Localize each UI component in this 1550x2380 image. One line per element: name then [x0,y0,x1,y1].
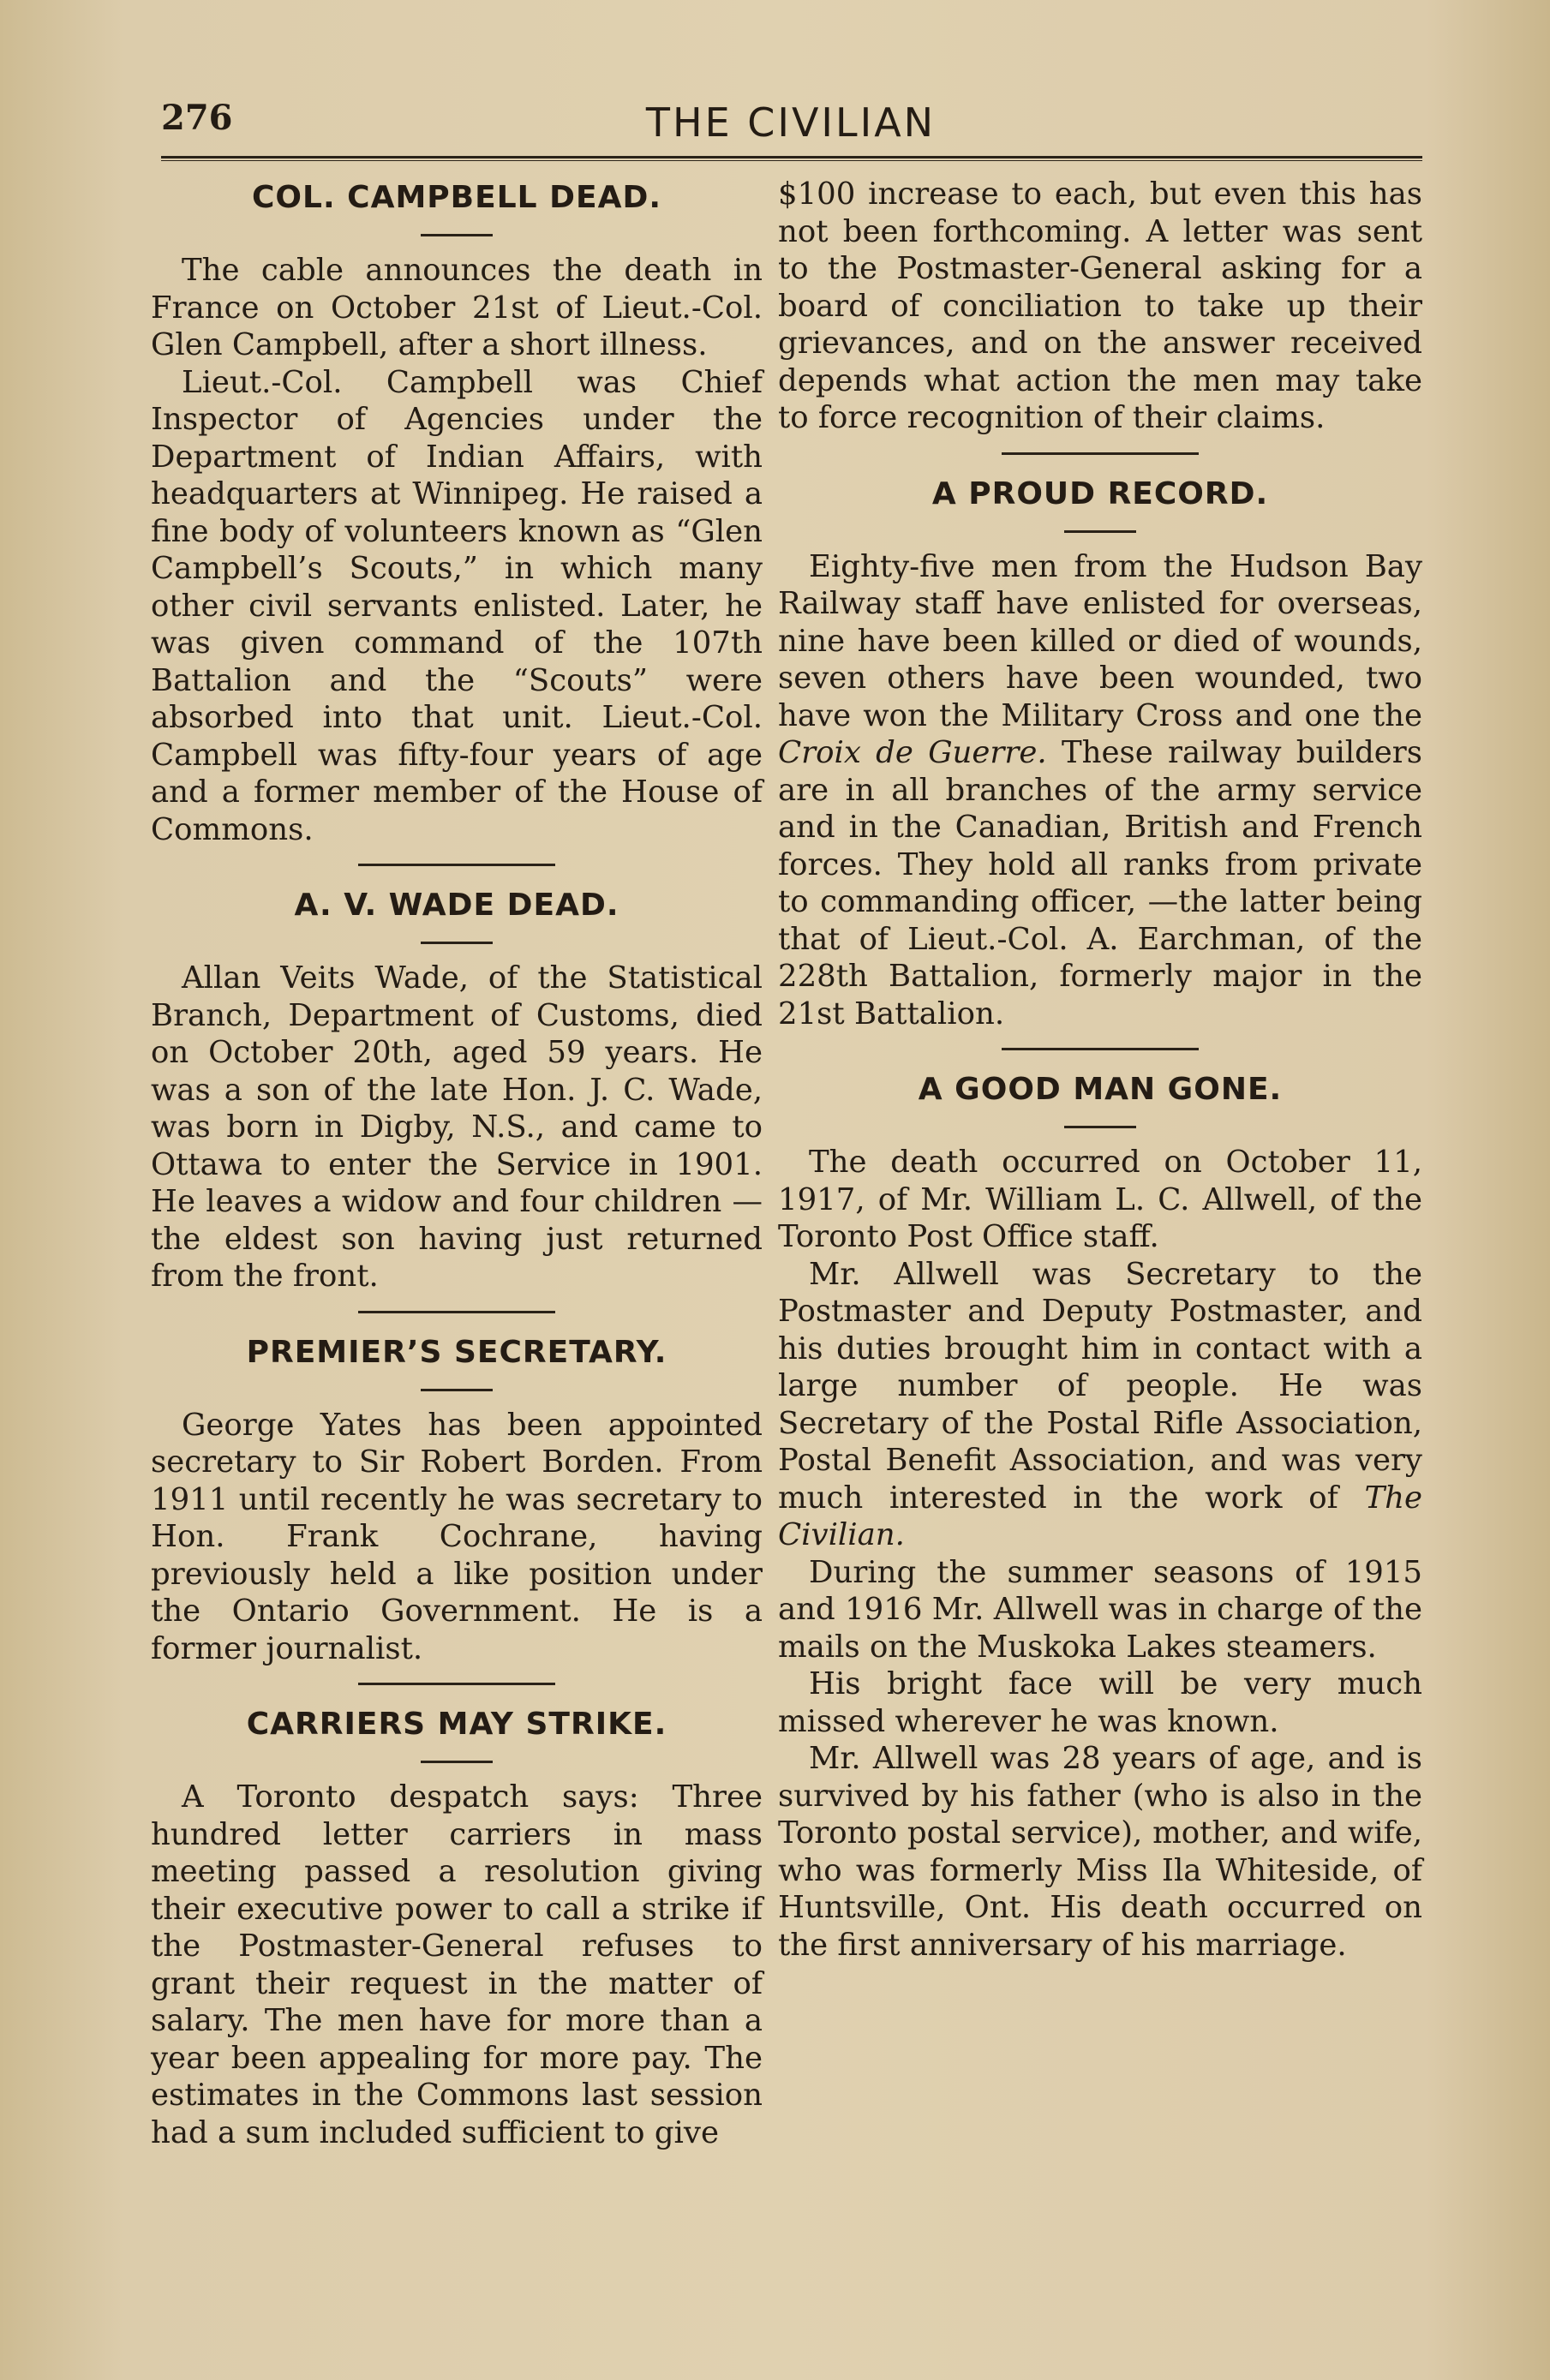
rule [421,942,493,944]
header-rule [161,156,1422,161]
headline: A GOOD MAN GONE. [918,1072,1283,1107]
paragraph [778,1256,1422,1554]
article-good-man-gone [778,1067,1422,1964]
article-proud-record [778,472,1422,1033]
text-run: These railway builders are in all branches of the army service and in the Canadian, British and French forces. They hold all ranks from private to commanding officer, —the latter being that of Lieut.-Col. A. Earchman, of the 228th Battalion, formerly major in the 21st Battalion. [778,735,1422,1032]
paragraph: Allan Veits Wade, of the Statistical Branch, Department of Customs, died on October 20th, aged 59 years. He was a son of the late Hon. J. C. Wade, was born in Digby, N.S., and came to Ottawa to enter the Service in 1901. He leaves a widow and four children —the eldest son having just returned from the front. [151,960,763,1294]
page-number: 276 [161,98,233,138]
section-divider [1002,452,1199,455]
continuation-paragraph: $100 increase to each, but even this has not been forthcoming. A letter was sent to the Postmaster-General asking for a board of conciliation to take up their grievances, and on the answer received depends what action the men may take to force recognition of their claims. [778,176,1422,435]
paragraph: His bright face will be very much missed wherever he was known. [778,1666,1422,1739]
section-divider [1002,1048,1199,1050]
rule [1064,1126,1136,1128]
left-column [151,176,763,2151]
rule [421,234,493,236]
article-col-campbell-dead [151,176,763,848]
rule [1064,530,1136,533]
headline: A. V. WADE DEAD. [294,888,619,923]
paragraph: During the summer seasons of 1915 and 1916 Mr. Allwell was in charge of the mails on the Muskoka Lakes steamers. [778,1554,1422,1665]
headline: PREMIER’S SECRETARY. [246,1334,667,1370]
paragraph: The death occurred on October 11, 1917, of Mr. William L. C. Allwell, of the Toronto Post Office staff. [778,1145,1422,1254]
right-column [778,176,1422,1964]
article-premiers-secretary [151,1331,763,1668]
article-wade-dead [151,883,763,1295]
page-header [161,93,1421,152]
rule [421,1761,493,1763]
headline: A PROUD RECORD. [931,475,1269,511]
article-carriers-may-strike [151,1702,763,2151]
italic-text: Croix de Guerre. [778,735,1047,770]
paragraph: The cable announces the death in France on October 21st of Lieut.-Col. Glen Campbell, after a short illness. [151,253,763,362]
italic-text: The Civilian. [778,1480,1422,1552]
paragraph: Lieut.-Col. Campbell was Chief Inspector of Agencies under the Department of Indian Affairs, with headquarters at Winnipeg. He raised a fine body of volunteers known as “Glen Campbell’s Scouts,” in which many other civil servants enlisted. Later, he was given command of the 107th Battalion and the “Scouts” were absorbed into that unit. Lieut.-Col. Campbell was fifty-four years of age and a former member of the House of Commons. [151,364,763,847]
journal-title: THE CIVILIAN [645,99,937,146]
section-divider [358,864,555,866]
rule [421,1389,493,1391]
text-run: Eighty-five men from the Hudson Bay Railway staff have enlisted for overseas, nine have been killed or died of wounds, seven others have been wounded, two have won the Military Cross and one the [778,548,1422,733]
paragraph: George Yates has been appointed secretary to Sir Robert Borden. From 1911 until recently he was secretary to Hon. Frank Cochrane, having previously held a like position under the Ontario Government. He is a former journalist. [151,1407,763,1666]
paragraph: Mr. Allwell was 28 years of age, and is survived by his father (who is also in the Toronto postal service), mother, and wife, who was formerly Miss Ila Whiteside, of Huntsville, Ont. His death occurred on the first anniversary of his marriage. [778,1741,1422,1963]
section-divider [358,1683,555,1685]
section-divider [358,1311,555,1313]
headline: COL. CAMPBELL DEAD. [252,180,661,215]
headline: CARRIERS MAY STRIKE. [246,1707,667,1742]
paragraph: A Toronto despatch says: Three hundred letter carriers in mass meeting passed a resolution giving their executive power to call a strike if the Postmaster-General refuses to grant their request in the matter of salary. The men have for more than a year been appealing for more pay. The estimates in the Commons last session had a sum included sufficient to give [151,1779,763,2150]
text-run: Mr. Allwell was Secretary to the Postmaster and Deputy Postmaster, and his duties brought him in contact with a large number of people. He was Secretary of the Postal Rifle Association, Postal Benefit Association, and was very much interested in the work of [778,1256,1422,1516]
paragraph [778,548,1422,1033]
